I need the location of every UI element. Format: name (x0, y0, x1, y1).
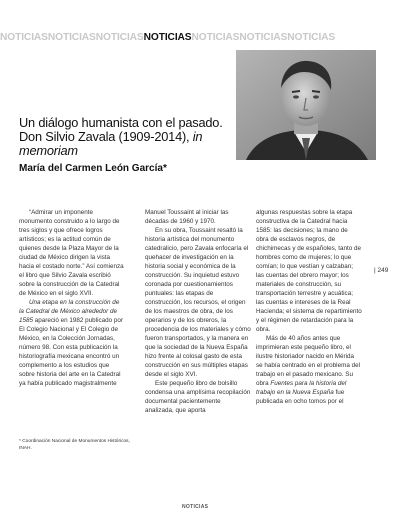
col3-paragraph-2-end: fue publicada en ocho tomos por el (256, 389, 345, 405)
column-1 (19, 208, 125, 388)
col3-paragraph-2-start: Más de 40 años antes que imprimieran este pequeño libro, el ilustre historiador nacido en Mérida se había centrado en el problema del trabajo en el pasado mexicano. Su obra (256, 335, 360, 387)
col2-paragraph-3: Este pequeño libro de bolsillo condensa una amplísima recopilación documental pacientemente analizada, que aporta (145, 380, 251, 414)
book-title-italic: Una etapa en la construcción de la Catedral de México alrededor de 1585 (19, 299, 120, 324)
col3-paragraph-1: algunas respuestas sobre la etapa constructiva de la Catedral hacia 1585: las decisiones; la mano de obra de esclavos negros, de chichimecas y de españoles, tanto de hombres como de mujeres; lo que comían; lo que vestían y calzaban; las cuentas del obrero mayor; los materiales de construcción, su transportación terrestre y acuática; las cuentas e intereses de la Real Hacienda; el sistema de repartimiento y el régimen de retardación para la obra. (256, 209, 362, 333)
title-line-1: Un diálogo humanista con el pasado. (19, 115, 223, 130)
col2-paragraph-1: Manuel Toussaint al iniciar las décadas de 1960 y 1970. (145, 209, 229, 225)
band-left-repeat: NOTICIASNOTICIASNOTICIAS (0, 32, 144, 43)
title-line-2-italic: in (189, 128, 203, 144)
title-line-3: memoriam (19, 142, 78, 158)
col1-paragraph-2-rest: apareció en 1982 publicado por El Colegio Nacional y El Colegio de México, en la Colección Jornadas, número 98. Con esta publicación la historiografía mexicana encontró un complemento a los estudios que sobre historia del arte en la Catedral ya había publicado magistralmente (19, 317, 123, 387)
band-highlight: NOTICIAS (143, 32, 192, 43)
page-number: | 249 (374, 267, 389, 274)
author-name: María del Carmen León García* (19, 163, 167, 174)
portrait-image (236, 50, 376, 160)
title-line-2 (19, 130, 239, 144)
col1-paragraph-1: “Admirar un imponente monumento construido a lo largo de tres siglos y que ofrece logros artísticos; es la actitud común de quienes desde la Plaza Mayor de la ciudad de México dirigen la vista hacia el costado norte.” Así comienza el libro que Silvio Zavala escribió sobre la construcción de la Catedral de México en el siglo XVII. (19, 209, 124, 297)
footnote: * Coordinación Nacional de Monumentos Históricos, INAH. (19, 439, 130, 451)
band-right-repeat: NOTICIASNOTICIASNOTICIAS (191, 32, 336, 43)
section-band (0, 31, 372, 44)
col3-italic-title: Fuentes para la historia del trabajo en la Nueva España (256, 380, 347, 396)
column-2 (145, 208, 251, 415)
running-footer: NOTICIAS (182, 504, 209, 510)
col3-paragraph-2 (256, 334, 362, 406)
col2-paragraph-2: En su obra, Toussaint resaltó la historia artística del monumento catedralicio, pero Zavala enfocaría el quehacer de investigación en la historia social y económica de la construcción. Su inquietud estuvo coronada por cuestionamientos puntuales: las etapas de construcción, los recursos, el origen de los maestros de obra, de los operarios y de los obreros, la procedencia de los materiales y cómo fueron transportados, y la manera en que la sociedad de la Nueva España hizo frente al colosal gasto de esta construcción en sus múltiples etapas desde el siglo XVI. (145, 227, 251, 378)
article-title (19, 116, 239, 157)
column-3 (256, 208, 362, 406)
portrait-photo (236, 50, 376, 160)
col1-paragraph-2 (19, 298, 125, 388)
title-line-2-prefix: Don Silvio Zavala (1909-2014), (19, 128, 190, 144)
